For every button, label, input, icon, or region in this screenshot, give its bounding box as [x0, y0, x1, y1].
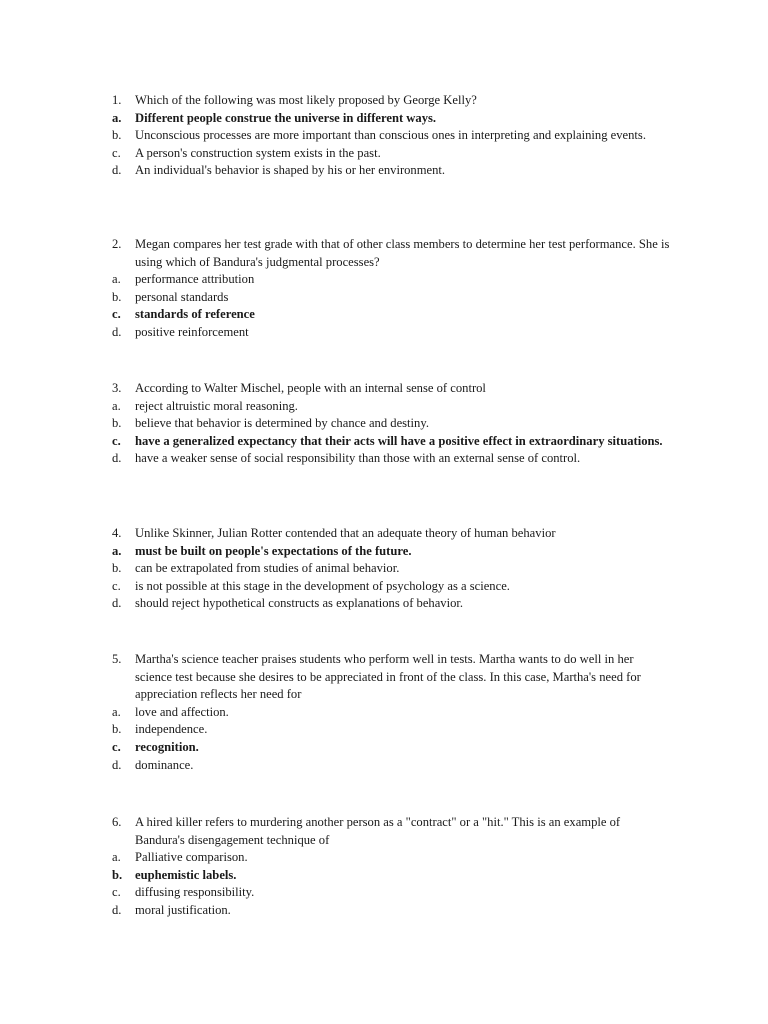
- option-letter: a.: [112, 850, 121, 865]
- option-text: recognition.: [135, 739, 199, 754]
- option-letter: d.: [112, 596, 122, 611]
- option-letter: c.: [112, 145, 121, 160]
- question-text: According to Walter Mischel, people with an internal sense of control: [135, 381, 486, 395]
- option-letter: a.: [112, 704, 121, 719]
- option-letter: b.: [112, 722, 122, 737]
- option-letter: a.: [112, 272, 121, 287]
- option-text: personal standards: [135, 289, 229, 304]
- option-text: reject altruistic moral reasoning.: [135, 398, 298, 413]
- question-number: 4.: [112, 526, 122, 540]
- question-stem: [112, 525, 672, 543]
- option-text: positive reinforcement: [135, 324, 249, 339]
- question-text: Unlike Skinner, Julian Rotter contended that an adequate theory of human behavior: [135, 526, 556, 540]
- option-a: [112, 543, 672, 561]
- option-letter: b.: [112, 289, 122, 304]
- option-a: [112, 704, 672, 722]
- option-b: [112, 415, 672, 433]
- option-a: [112, 398, 672, 416]
- option-letter: c.: [112, 739, 121, 754]
- option-c: [112, 884, 672, 902]
- option-letter: a.: [112, 110, 122, 125]
- option-b: [112, 289, 672, 307]
- question-6: [112, 814, 672, 920]
- option-a: [112, 849, 672, 867]
- option-d: [112, 757, 672, 775]
- option-b: [112, 867, 672, 885]
- option-letter: b.: [112, 128, 122, 143]
- option-c: [112, 433, 672, 451]
- question-4: [112, 525, 672, 613]
- option-c: [112, 578, 672, 596]
- option-text: is not possible at this stage in the development of psychology as a science.: [135, 578, 510, 593]
- option-text: A person's construction system exists in the past.: [135, 145, 381, 160]
- option-b: [112, 127, 672, 145]
- option-c: [112, 145, 672, 163]
- question-stem: [112, 814, 672, 849]
- option-text: Unconscious processes are more important than conscious ones in interpreting and explaining events.: [135, 128, 646, 143]
- option-letter: d.: [112, 757, 122, 772]
- option-c: [112, 739, 672, 757]
- option-letter: b.: [112, 867, 123, 882]
- question-number: 6.: [112, 815, 122, 829]
- option-d: [112, 595, 672, 613]
- option-letter: c.: [112, 307, 121, 322]
- option-b: [112, 721, 672, 739]
- option-text: must be built on people's expectations of the future.: [135, 543, 412, 558]
- question-text: Megan compares her test grade with that of other class members to determine her test performance. She is using which of Bandura's judgmental processes?: [135, 237, 670, 269]
- option-letter: d.: [112, 324, 122, 339]
- option-text: standards of reference: [135, 307, 255, 322]
- option-text: have a generalized expectancy that their acts will have a positive effect in extraordinary situations.: [135, 433, 663, 448]
- option-letter: a.: [112, 543, 122, 558]
- option-b: [112, 560, 672, 578]
- option-text: independence.: [135, 722, 208, 737]
- option-a: [112, 271, 672, 289]
- option-text: Different people construe the universe in different ways.: [135, 110, 437, 125]
- question-stem: [112, 92, 672, 110]
- option-text: performance attribution: [135, 272, 255, 287]
- option-letter: a.: [112, 398, 121, 413]
- question-stem: [112, 380, 672, 398]
- question-text: A hired killer refers to murdering another person as a "contract" or a "hit." This is an example of Bandura's disengagement technique of: [135, 815, 621, 847]
- option-letter: c.: [112, 885, 121, 900]
- question-text: Martha's science teacher praises students who perform well in tests. Martha wants to do well in her science test because she desires to be appreciated in front of the class. In this case, Martha's need for appreciation reflects her need for: [135, 652, 641, 702]
- question-number: 5.: [112, 652, 122, 666]
- question-number: 2.: [112, 237, 122, 251]
- option-letter: c.: [112, 433, 121, 448]
- option-letter: d.: [112, 163, 122, 178]
- question-1: [112, 92, 672, 180]
- question-text: Which of the following was most likely proposed by George Kelly?: [135, 93, 477, 107]
- option-letter: d.: [112, 451, 122, 466]
- question-3: [112, 380, 672, 468]
- question-2: [112, 236, 672, 342]
- option-text: Palliative comparison.: [135, 850, 248, 865]
- option-text: An individual's behavior is shaped by his or her environment.: [135, 163, 446, 178]
- question-number: 1.: [112, 93, 122, 107]
- option-a: [112, 110, 672, 128]
- option-d: [112, 162, 672, 180]
- question-stem: [112, 651, 672, 704]
- option-text: moral justification.: [135, 902, 231, 917]
- question-stem: [112, 236, 672, 271]
- option-text: love and affection.: [135, 704, 229, 719]
- option-text: have a weaker sense of social responsibility than those with an external sense of control.: [135, 451, 581, 466]
- option-text: dominance.: [135, 757, 194, 772]
- option-letter: b.: [112, 561, 122, 576]
- option-d: [112, 324, 672, 342]
- option-text: can be extrapolated from studies of animal behavior.: [135, 561, 400, 576]
- option-d: [112, 450, 672, 468]
- option-letter: c.: [112, 578, 121, 593]
- option-letter: d.: [112, 902, 122, 917]
- option-c: [112, 306, 672, 324]
- question-5: [112, 651, 672, 774]
- option-letter: b.: [112, 416, 122, 431]
- question-number: 3.: [112, 381, 122, 395]
- option-text: euphemistic labels.: [135, 867, 237, 882]
- option-d: [112, 902, 672, 920]
- option-text: diffusing responsibility.: [135, 885, 255, 900]
- option-text: believe that behavior is determined by chance and destiny.: [135, 416, 429, 431]
- option-text: should reject hypothetical constructs as explanations of behavior.: [135, 596, 464, 611]
